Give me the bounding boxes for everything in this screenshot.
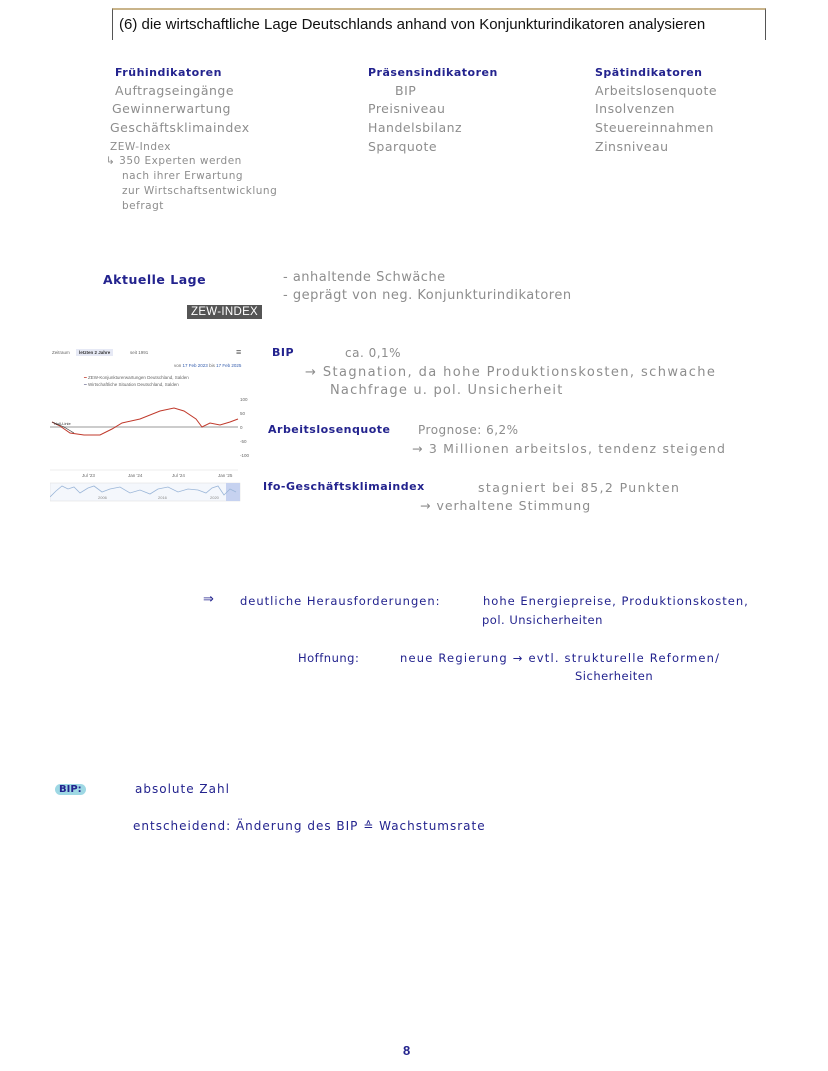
spaetindikatoren-heading: Spätindikatoren (595, 66, 703, 79)
chart-plot (50, 389, 250, 505)
zeitraum-label: Zeitraum (52, 350, 70, 355)
arbeitslosenquote-line1: → 3 Millionen arbeitslos, tendenz steigend (412, 441, 727, 456)
bip-highlight-label: BIP: (55, 784, 86, 795)
legend-item-2[interactable]: ━ Wirtschaftliche Situation Deutschland, Salden (84, 382, 179, 387)
svg-text:2006: 2006 (98, 495, 107, 500)
to-date[interactable]: 17 Feb 2025 (216, 363, 242, 368)
challenges-text2: pol. Unsicherheiten (482, 613, 603, 627)
list-item: Geschäftsklimaindex (110, 120, 250, 135)
ifo-label: Ifo-Geschäftsklimaindex (263, 480, 425, 493)
ifo-value: stagniert bei 85,2 Punkten (478, 480, 681, 495)
page-number: 8 (403, 1043, 411, 1058)
legend-item-1[interactable]: ━ ZEW-Konjunkturerwartungen Deutschland, Salden (84, 375, 189, 380)
arbeitslosenquote-value: Prognose: 6,2% (418, 423, 519, 437)
svg-text:-50: -50 (240, 439, 247, 444)
to-label: bis (209, 363, 215, 368)
svg-text:-100: -100 (240, 453, 250, 458)
svg-text:Null-Linie: Null-Linie (54, 421, 71, 426)
bip-line1: → Stagnation, da hohe Produktionskosten, schwache (305, 365, 717, 380)
list-item: Arbeitslosenquote (595, 83, 718, 98)
list-item: Auftragseingänge (115, 83, 235, 98)
list-item: Preisniveau (368, 101, 446, 116)
ifo-line1: → verhaltene Stimmung (420, 498, 592, 513)
svg-text:100: 100 (240, 397, 248, 402)
zew-note-line: ↳ 350 Experten werden (106, 155, 242, 167)
svg-text:Jan '24: Jan '24 (128, 473, 143, 478)
zew-note-line: zur Wirtschaftsentwicklung (122, 185, 278, 197)
challenges-text1: hohe Energiepreise, Produktionskosten, (483, 594, 749, 608)
challenges-label: deutliche Herausforderungen: (240, 594, 441, 608)
svg-text:Jul '24: Jul '24 (172, 473, 185, 478)
implies-arrow-icon: ⇒ (203, 592, 215, 607)
range-button-since-1991[interactable]: seit 1991 (130, 350, 149, 355)
list-item: Zinsniveau (595, 139, 669, 154)
bip-absolute-text: absolute Zahl (135, 782, 230, 796)
svg-text:Jan '25: Jan '25 (218, 473, 233, 478)
fruehindikatoren-heading: Frühindikatoren (115, 66, 222, 79)
arbeitslosenquote-label: Arbeitslosenquote (268, 423, 391, 436)
bip-value: ca. 0,1% (345, 346, 402, 360)
hope-text1: neue Regierung → evtl. strukturelle Reformen/ (400, 651, 721, 665)
bip-label: BIP (272, 346, 295, 359)
from-label: von (174, 363, 182, 368)
svg-text:2016: 2016 (158, 495, 167, 500)
zew-note-line: nach ihrer Erwartung (122, 170, 244, 182)
svg-text:Jul '23: Jul '23 (82, 473, 95, 478)
page-title: (6) die wirtschaftliche Lage Deutschlands anhand von Konjunkturindikatoren analysieren (119, 16, 706, 33)
situation-point: - geprägt von neg. Konjunkturindikatoren (283, 288, 572, 303)
list-item: Sparquote (368, 139, 438, 154)
list-item: Insolvenzen (595, 101, 675, 116)
list-item: Handelsbilanz (368, 120, 463, 135)
bip-growth-text: entscheidend: Änderung des BIP ≙ Wachstumsrate (133, 819, 486, 833)
range-button-2-years[interactable]: letzten 2 Jahre (76, 349, 113, 356)
svg-text:0: 0 (240, 425, 243, 430)
hope-text2: Sicherheiten (575, 669, 654, 683)
svg-text:50: 50 (240, 411, 246, 416)
zew-chart (50, 345, 250, 505)
aktuelle-lage-label: Aktuelle Lage (103, 272, 207, 287)
list-item: BIP (395, 83, 417, 98)
zew-note-line: befragt (122, 200, 164, 212)
list-item: Gewinnerwartung (112, 101, 231, 116)
situation-point: - anhaltende Schwäche (283, 270, 446, 285)
list-item: ZEW-Index (110, 141, 171, 153)
list-item: Steuereinnahmen (595, 120, 714, 135)
hamburger-icon[interactable]: ≡ (236, 347, 242, 357)
from-date[interactable]: 17 Feb 2023 (182, 363, 208, 368)
praesensindikatoren-heading: Präsensindikatoren (368, 66, 498, 79)
bip-line2: Nachfrage u. pol. Unsicherheit (330, 383, 564, 398)
header-bar (112, 8, 766, 40)
hope-label: Hoffnung: (298, 651, 360, 665)
zew-index-badge: ZEW-INDEX (187, 305, 262, 319)
svg-text:2020: 2020 (210, 495, 219, 500)
